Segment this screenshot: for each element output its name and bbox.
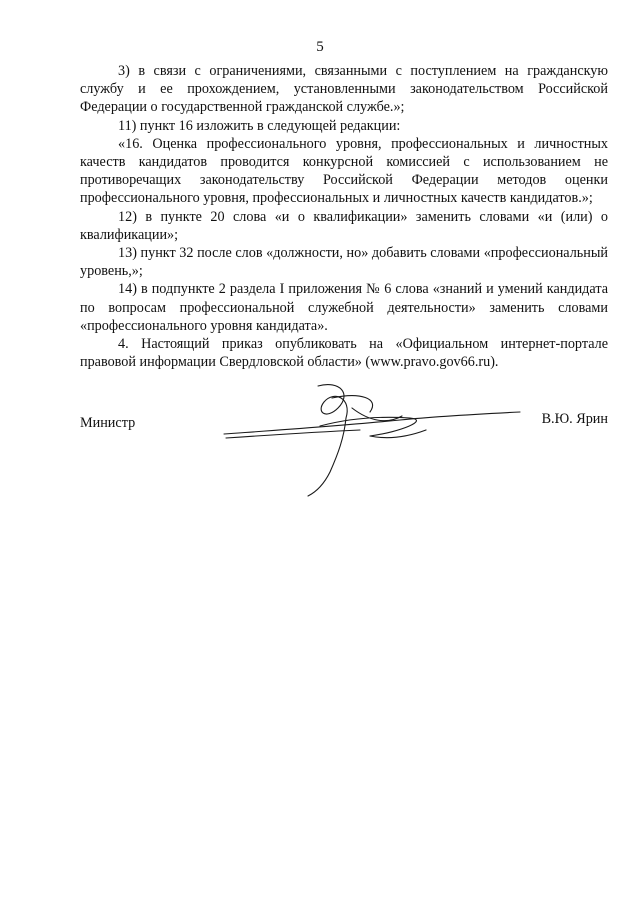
signer-name: В.Ю. Ярин — [541, 411, 608, 427]
paragraph-item-13: 13) пункт 32 после слов «должности, но» добавить словами «профессиональный уровень,»; — [80, 245, 608, 280]
signature-stroke-loop-top — [318, 385, 347, 418]
paragraph-item-14: 14) в подпункте 2 раздела I приложения № 6 слова «знаний и умений кандидата по вопросам профессиональной служебной деятельности» заменить словами «профессионального уровня кандидата». — [80, 281, 608, 334]
paragraph-publication: 4. Настоящий приказ опубликовать на «Официальном интернет-портале правовой информации Свердловской области» (www.pravo.gov66.ru). — [80, 336, 608, 371]
paragraph-item-3: 3) в связи с ограничениями, связанными с поступлением на гражданскую службу и ее прохождением, установленными законодательством Российской Федерации о государственной гражданской службе.»; — [80, 63, 608, 116]
signature-stroke-descender — [308, 418, 346, 496]
paragraph-item-12: 12) в пункте 20 слова «и о квалификации» заменить словами «и (или) о квалификации»; — [80, 208, 608, 243]
signature-stroke-tail — [370, 430, 426, 438]
signature-stroke-underline — [226, 430, 360, 438]
document-body — [80, 62, 608, 371]
handwritten-signature — [220, 378, 550, 498]
page-number: 5 — [316, 39, 324, 55]
signature-stroke-long — [224, 412, 520, 434]
signer-position: Министр — [80, 415, 136, 431]
signature-stroke-hook — [332, 396, 373, 412]
paragraph-quote-16: «16. Оценка профессионального уровня, профессиональных и личностных качеств кандидатов проводится конкурсной комиссией с использованием не противоречащих законодательству Российской Федерации методов оценки профессионального уровня, профессиональных и личностных качеств кандидатов.»; — [80, 135, 608, 207]
paragraph-item-11: 11) пункт 16 изложить в следующей редакции: — [118, 117, 401, 134]
